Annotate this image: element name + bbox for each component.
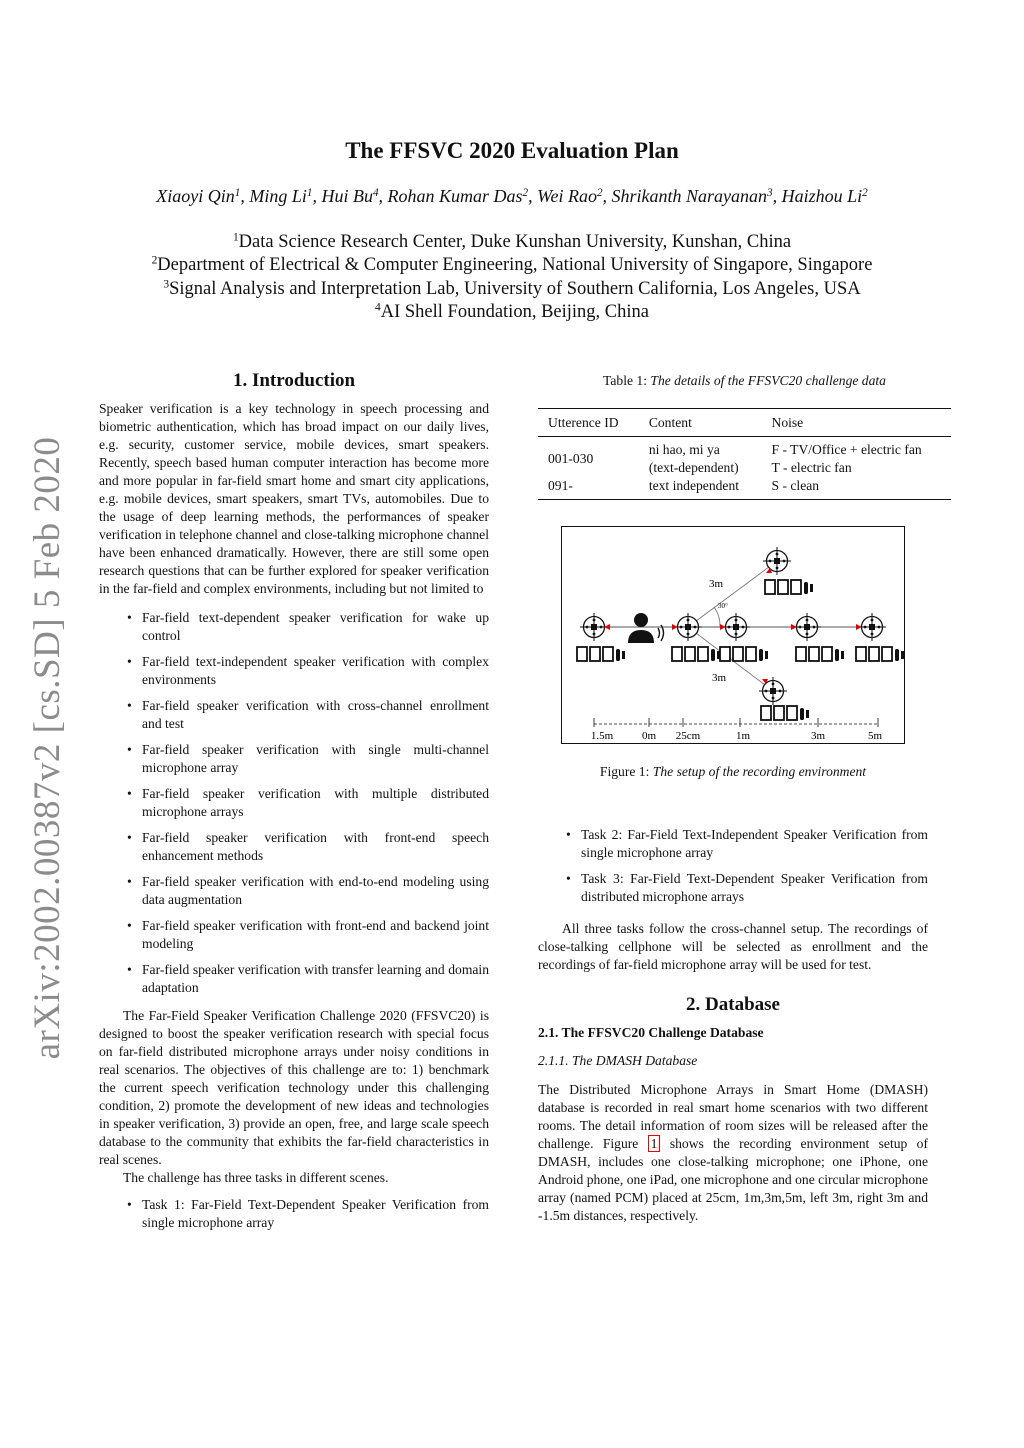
affiliation-index: 3 (163, 278, 170, 291)
subsubsection-heading: 2.1.1. The DMASH Database (538, 1053, 698, 1068)
figure-caption-text: The setup of the recording environment (652, 764, 867, 779)
table-row (538, 477, 951, 500)
dmash-paragraph (538, 1081, 928, 1225)
table-header-cell: Utterence ID (538, 409, 639, 437)
affiliation (60, 301, 964, 324)
distance-scale (594, 718, 878, 727)
section-heading-database: 2. Database (686, 994, 780, 1015)
task-list-right (538, 826, 928, 906)
table-cell-noise (762, 437, 952, 478)
table-cell-noise (762, 477, 952, 500)
author-affiliation-index: 2 (522, 186, 529, 199)
challenge-data-table (538, 408, 951, 500)
table-caption (538, 373, 951, 389)
recording-setup-diagram (562, 527, 904, 743)
affiliation-list (60, 231, 964, 324)
mic-array-25cm (672, 613, 720, 661)
table-cell-id: 091- (538, 477, 639, 500)
table-cell-line: ni hao, mi ya (648, 442, 720, 457)
author-list: Xiaoyi Qin$^1$, Ming Li$^1$, Hui Bu$^4$, Rohan Kumar Das$^2$, Wei Rao$^2$, Shrikanth Narayanan$^3$, Haizhou Li$^2$ (156, 186, 868, 206)
affiliation (60, 231, 964, 254)
angle-label: 30° (718, 602, 728, 610)
scale-label: 1m (735, 730, 751, 742)
task-item: • Task 3: Far-Field Text-Dependent Speaker Verification from distributed microphone arrays (538, 870, 928, 906)
author-affiliation-index: 2 (596, 186, 603, 199)
table-caption-text: The details of the FFSVC20 challenge data (650, 373, 886, 388)
affiliation (60, 278, 964, 301)
author-affiliation-index: 1 (234, 186, 241, 199)
scale-label: 0m (641, 730, 657, 742)
research-question-item: • Far-field speaker verification with multiple distributed microphone arrays (99, 785, 489, 821)
table-cell-line: T - electric fan (771, 460, 852, 475)
table-cell-line: text independent (648, 478, 740, 493)
table-header-cell: Content (639, 409, 762, 437)
speaker-icon (628, 613, 664, 643)
table-row (538, 437, 951, 478)
distance-label-bottom: 3m (712, 672, 727, 684)
subsection-heading: 2.1. The FFSVC20 Challenge Database (538, 1025, 764, 1040)
author-affiliation-index: 1 (306, 186, 313, 199)
cross-channel-paragraph: All three tasks follow the cross-channel setup. The recordings of close-talking cellphone will be selected as enrollment and the recordings of far-field microphone array will be used for test. (538, 921, 928, 972)
mic-array-3m (791, 613, 844, 661)
research-question-item: • Far-field speaker verification with cross-channel enrollment and test (99, 697, 489, 733)
table-cell-line: S - clean (771, 478, 820, 493)
scale-label: 1.5m (590, 730, 614, 742)
task-item: • Task 2: Far-Field Text-Independent Speaker Verification from single microphone array (538, 826, 928, 862)
intro-paragraph-1: Speaker verification is a key technology in speech processing and biometric authentication, which has broad impact on our daily lives, e.g. security, customer service, mobile devices, smart speakers. Recently, speech based human computer interaction has become more and more popular in far-field smart home and smart city applications, e.g. mobile devices, smart speakers, smart TVs, automobiles. Due to the usage of deep learning methods, the performances of speaker verification in telephone channel and close-talking microphone channel have been enhanced dramatically. However, there are still some open research questions that can be further explored for speaker verification in the far-field and complex environments, including but not limited to (99, 401, 489, 596)
scale-label: 5m (867, 730, 883, 742)
dmash-text-a: The Distributed Microphone Arrays in Smart Home (DMASH) database is recorded in real smart home scenarios with two different rooms. The detail information of room sizes will be released after the challenge. Figure (538, 1082, 928, 1151)
recording-setup-figure (561, 526, 905, 744)
figure-caption (538, 764, 928, 780)
figure-caption-label: Figure 1: (599, 764, 653, 779)
affiliation-index: 4 (375, 301, 381, 314)
author-name: Hui Bu (321, 186, 373, 206)
research-questions-list (99, 609, 489, 997)
affiliation-text: Department of Electrical & Computer Engineering, National University of Singapore, Singapore (157, 255, 873, 276)
mic-array-left (577, 613, 625, 661)
distance-label-top: 3m (709, 578, 724, 590)
research-question-item: • Far-field speaker verification with transfer learning and domain adaptation (99, 961, 489, 997)
intro-paragraph-3: The challenge has three tasks in different scenes. (123, 1170, 389, 1185)
table-cell-line: F - TV/Office + electric fan (771, 442, 922, 457)
table-cell-id: 001-030 (548, 451, 594, 466)
section-heading-introduction: 1. Introduction (232, 370, 356, 391)
author-name: Xiaoyi Qin (156, 186, 235, 206)
task-list-left (99, 1196, 489, 1232)
affiliation-text: AI Shell Foundation, Beijing, China (380, 301, 649, 322)
intro-paragraph-2: The Far-Field Speaker Verification Challenge 2020 (FFSVC20) is designed to boost the speaker verification research with special focus on far-field distributed microphone arrays under noisy conditions in real scenarios. The objectives of this challenge are to: 1) benchmark the current speech verification technology under this challenging condition, 2) promote the development of new ideas and technologies in speaker verification, 3) provide an open, free, and large scale speech database to the community that exhibits the far-field characteristics in real scenes. (99, 1008, 489, 1167)
task-item: • Task 1: Far-Field Text-Dependent Speaker Verification from single microphone array (99, 1196, 489, 1232)
table-header-cell: Noise (762, 409, 952, 437)
research-question-item: • Far-field text-independent speaker verification with complex environments (99, 653, 489, 689)
table-cell-line: (text-dependent) (648, 460, 739, 475)
figure-reference-link[interactable]: 1 (648, 1135, 661, 1152)
research-question-item: • Far-field speaker verification with front-end and backend joint modeling (99, 917, 489, 953)
affiliation (60, 254, 964, 277)
author-name: Rohan Kumar Das (387, 186, 523, 206)
dmash-text-b: shows the recording environment setup of DMASH, includes one close-talking microphone; one iPhone, one Android phone, one iPad, one microphone and one circular microphone array (named PCM) placed at 25cm, 1m,3m,5m, left 3m, right 3m and -1.5m distances, respectively. (538, 1136, 928, 1223)
paper-title: The FFSVC 2020 Evaluation Plan (345, 138, 679, 163)
mic-array-left-3m (763, 547, 813, 594)
right-column (538, 826, 928, 1225)
author-affiliation-index: 2 (862, 186, 868, 199)
scale-label: 3m (810, 730, 826, 742)
table-caption-label: Table 1: (603, 373, 651, 388)
author-affiliation-index: 3 (767, 186, 773, 199)
affiliation-text: Data Science Research Center, Duke Kunshan University, Kunshan, China (238, 232, 792, 252)
mic-array-1m (720, 613, 768, 661)
research-question-item: • Far-field speaker verification with end-to-end modeling using data augmentation (99, 873, 489, 909)
author-name: Haizhou Li (781, 186, 863, 206)
mic-array-5m (856, 613, 904, 661)
table-cell-content (639, 437, 762, 478)
research-question-item: • Far-field speaker verification with front-end speech enhancement methods (99, 829, 489, 865)
author-name: Shrikanth Narayanan (611, 186, 768, 206)
author-name: Wei Rao (537, 186, 597, 206)
author-affiliation-index: 4 (372, 186, 379, 199)
research-question-item: • Far-field speaker verification with single multi-channel microphone array (99, 741, 489, 777)
left-column (99, 372, 489, 1240)
author-name: Ming Li (249, 186, 307, 206)
table-cell-content (639, 477, 762, 500)
affiliation-index: 2 (151, 255, 158, 267)
scale-label: 25cm (675, 730, 701, 742)
arxiv-identifier: arXiv:2002.00387v2 [cs.SD] 5 Feb 2020 (27, 436, 68, 1060)
affiliation-index: 1 (232, 231, 239, 244)
table-header-row (538, 409, 951, 437)
research-question-item: • Far-field text-dependent speaker verification for wake up control (99, 609, 489, 645)
mic-array-right-3m (759, 677, 809, 720)
affiliation-text: Signal Analysis and Interpretation Lab, University of Southern California, Los Angeles, USA (169, 278, 861, 299)
